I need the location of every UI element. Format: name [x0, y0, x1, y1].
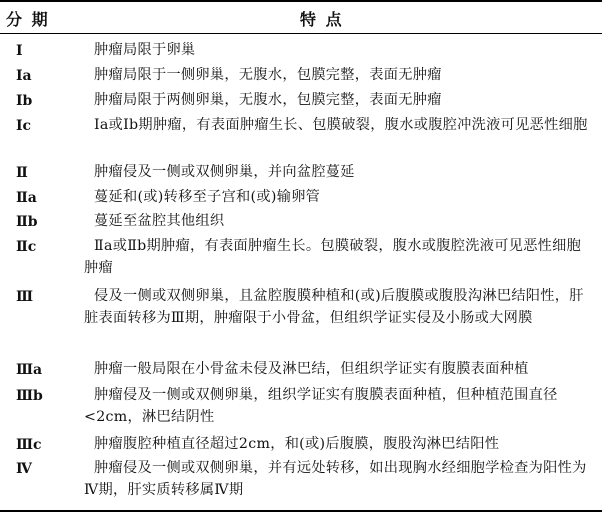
description-cell: 肿瘤侵及一侧或双侧卵巢，并向盆腔蔓延 [94, 164, 355, 180]
description-cell: 肿瘤腹腔种植直径超过2cm，和(或)后腹膜，腹股沟淋巴结阳性 [94, 436, 500, 452]
description-cell: 肿瘤局限于两侧卵巢，无腹水，包膜完整，表面无肿瘤 [94, 92, 442, 108]
stage-cell: Ⅰc [16, 118, 32, 134]
header-stage: 分 期 [6, 10, 50, 29]
table-top-rule [0, 0, 602, 2]
stage-cell: Ⅲa [16, 362, 43, 378]
description-cell: 蔓延至盆腔其他组织 [94, 213, 225, 229]
stage-cell: Ⅱc [16, 239, 37, 255]
description-cell: 蔓延和(或)转移至子宫和(或)输卵管 [94, 189, 321, 205]
stage-cell: Ⅳ [16, 461, 32, 477]
table-bottom-rule [0, 510, 602, 512]
header-rule [0, 33, 602, 34]
stage-cell: Ⅱb [16, 214, 38, 230]
stage-cell: Ⅱa [16, 190, 37, 206]
description-cell: 肿瘤局限于卵巢 [94, 42, 196, 58]
stage-cell: Ⅲb [16, 388, 43, 404]
description-cell: 肿瘤局限于一侧卵巢，无腹水，包膜完整，表面无肿瘤 [94, 67, 442, 83]
description-cell: 侵及一侧或双侧卵巢，且盆腔腹膜种植和(或)后腹膜或腹股沟淋巴结阳性，肝脏表面转移为Ⅲ期，肿瘤限于小骨盆，但组织学证实侵及小肠或大网膜 [84, 288, 584, 326]
stage-cell: Ⅲ [16, 289, 34, 305]
stage-cell: Ⅱ [16, 165, 28, 181]
description-cell: 肿瘤侵及一侧或双侧卵巢，并有远处转移，如出现胸水经细胞学检查为阳性为Ⅳ期，肝实质转移属Ⅳ期 [84, 460, 587, 498]
stage-cell: Ⅰ [16, 43, 23, 59]
description-cell: 肿瘤一般局限在小骨盆未侵及淋巴结，但组织学证实有腹膜表面种植 [94, 361, 529, 377]
header-feature: 特 点 [300, 10, 344, 29]
stage-cell: Ⅲc [16, 437, 42, 453]
description-cell: 肿瘤侵及一侧或双侧卵巢，组织学证实有腹膜表面种植，但种植范围直径<2cm，淋巴结阴性 [84, 387, 558, 425]
description-cell: Ⅰa或Ⅰb期肿瘤，有表面肿瘤生长、包膜破裂，腹水或腹腔冲洗液可见恶性细胞 [94, 117, 588, 133]
stage-cell: Ⅰa [16, 68, 32, 84]
stage-cell: Ⅰb [16, 93, 33, 109]
description-cell: Ⅱa或Ⅱb期肿瘤，有表面肿瘤生长。包膜破裂，腹水或腹腔洗液可见恶性细胞肿瘤 [84, 238, 582, 276]
